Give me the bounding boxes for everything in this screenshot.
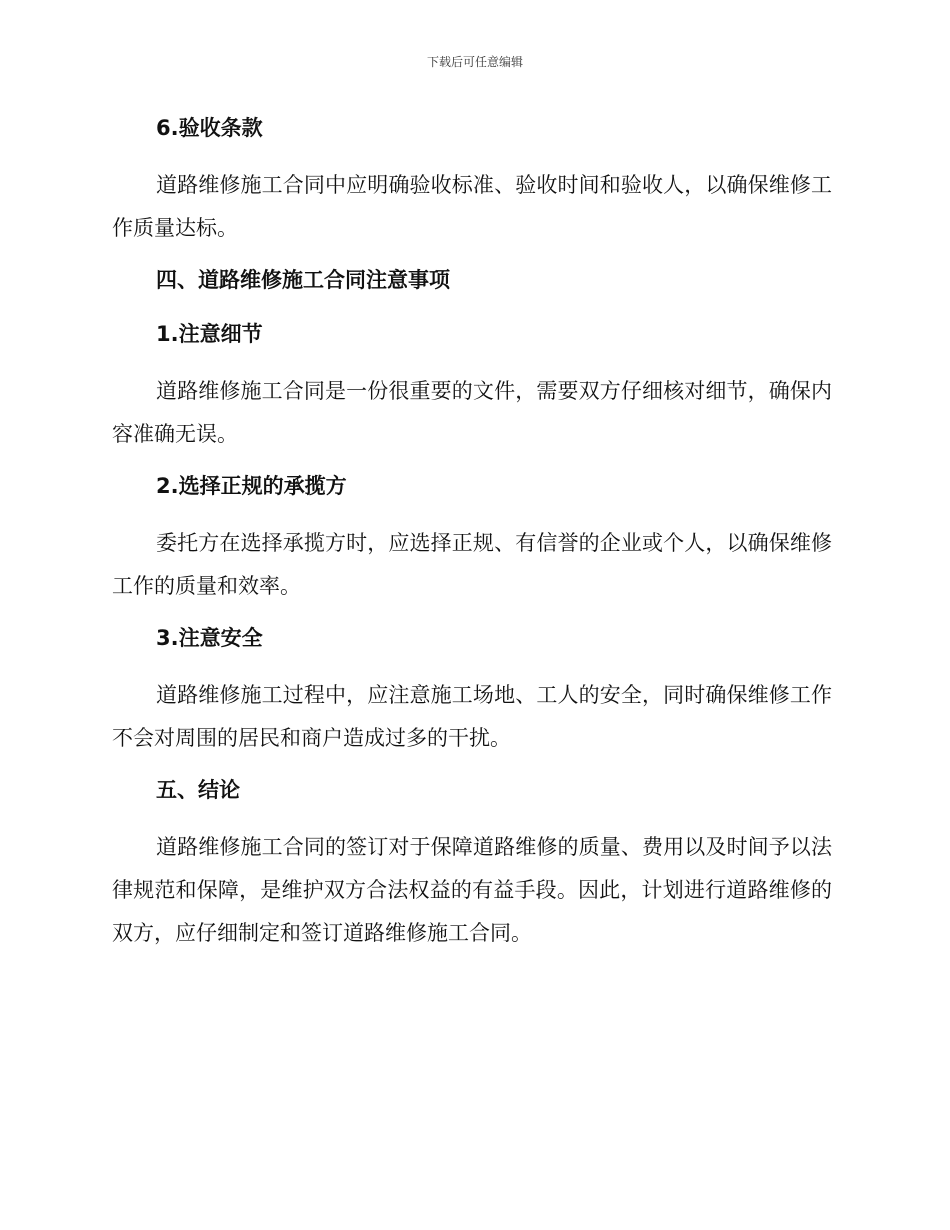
section-heading-contractor: 2.选择正规的承揽方	[156, 474, 347, 498]
paragraph-conclusion: 道路维修施工合同的签订对于保障道路维修的质量、费用以及时间予以法律规范和保障，是维护双方合法权益的有益手段。因此，计划进行道路维修的双方，应仔细制定和签订道路维修施工合同。	[112, 835, 832, 945]
section-heading-safety: 3.注意安全	[156, 626, 263, 650]
document-body	[112, 110, 832, 967]
part-heading-conclusion: 五、结论	[156, 778, 240, 802]
header-note: 下载后可任意编辑	[426, 55, 523, 69]
paragraph-safety: 道路维修施工过程中，应注意施工场地、工人的安全，同时确保维修工作不会对周围的居民和商户造成过多的干扰。	[112, 683, 832, 750]
paragraph-contractor: 委托方在选择承揽方时，应选择正规、有信誉的企业或个人，以确保维修工作的质量和效率。	[112, 531, 832, 598]
section-heading-details: 1.注意细节	[156, 322, 263, 346]
section-heading-acceptance: 6.验收条款	[156, 116, 263, 140]
paragraph-acceptance: 道路维修施工合同中应明确验收标准、验收时间和验收人，以确保维修工作质量达标。	[112, 173, 832, 240]
part-heading-precautions: 四、道路维修施工合同注意事项	[156, 268, 450, 292]
paragraph-details: 道路维修施工合同是一份很重要的文件，需要双方仔细核对细节，确保内容准确无误。	[112, 379, 832, 446]
